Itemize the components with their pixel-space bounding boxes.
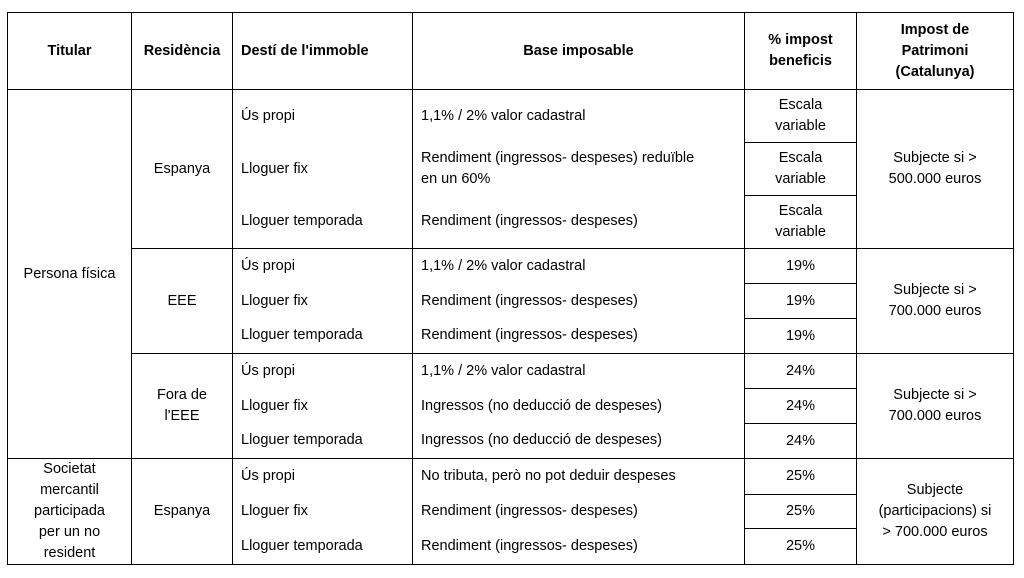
header-patrimoni-line2: Patrimoni [901,42,969,59]
pct-line2: variable [775,224,826,240]
desti-cell: Lloguer fix [233,495,413,529]
desti-cell: Ús propi [233,459,413,495]
pct-line1: Escala [778,203,823,219]
pct-line1: Escala [778,97,823,113]
pct-line1: Escala [778,150,823,166]
header-impost-beneficis [745,13,857,90]
desti-cell: Ús propi [233,354,413,389]
titular-line1: Societat [43,461,96,477]
residencia-line2: l'EEE [164,408,200,424]
desti-cell: Lloguer temporada [233,529,413,565]
base-cell: Ingressos (no deducció de despeses) [413,389,745,424]
base-cell: Rendiment (ingressos- despeses) [413,529,745,565]
desti-cell: Lloguer temporada [233,319,413,354]
base-cell: 1,1% / 2% valor cadastral [413,90,745,143]
pct-cell: 19% [745,249,857,284]
residencia-fora-eee [132,354,233,459]
pct-line2: variable [775,171,826,187]
base-cell: Rendiment (ingressos- despeses) [413,284,745,319]
desti-cell: Ús propi [233,90,413,143]
desti-cell: Lloguer temporada [233,196,413,249]
header-patrimoni-line3: (Catalunya) [895,63,975,80]
base-cell: Rendiment (ingressos- despeses) [413,196,745,249]
pct-cell: 24% [745,389,857,424]
patrimoni-societat [857,459,1014,565]
header-base-imposable: Base imposable [413,13,745,90]
table-row [8,90,1014,143]
titular-line2: mercantil [40,482,99,498]
base-line2: en un 60% [421,171,491,187]
residencia-line1: Fora de [157,387,207,403]
table-row [8,249,1014,284]
tax-comparison-table [7,12,1014,565]
base-cell [413,143,745,196]
base-cell: No tributa, però no pot deduir despeses [413,459,745,495]
table-row [8,459,1014,495]
pct-cell: 19% [745,319,857,354]
patrimoni-fora-eee [857,354,1014,459]
pct-cell: 19% [745,284,857,319]
patrimoni-eee [857,249,1014,354]
titular-line3: participada [34,503,105,519]
header-desti: Destí de l'immoble [233,13,413,90]
desti-cell: Lloguer temporada [233,424,413,459]
patrimoni-line2: 500.000 euros [888,171,982,187]
desti-cell: Lloguer fix [233,284,413,319]
patrimoni-line2: 700.000 euros [888,408,982,424]
pct-cell: 24% [745,424,857,459]
header-titular: Titular [8,13,132,90]
base-cell: Ingressos (no deducció de despeses) [413,424,745,459]
titular-persona-fisica: Persona física [8,90,132,459]
pct-cell: 24% [745,354,857,389]
residencia-eee: EEE [132,249,233,354]
pct-cell [745,90,857,143]
patrimoni-espanya [857,90,1014,249]
patrimoni-line1: Subjecte si > [893,387,977,403]
pct-cell [745,143,857,196]
header-patrimoni-line1: Impost de [900,21,970,38]
titular-line4: per un no [38,524,101,540]
base-cell: 1,1% / 2% valor cadastral [413,249,745,284]
residencia-espanya-societat: Espanya [132,459,233,565]
desti-cell: Lloguer fix [233,143,413,196]
header-residencia: Residència [132,13,233,90]
desti-cell: Lloguer fix [233,389,413,424]
titular-societat-mercantil [8,459,132,565]
patrimoni-line1: Subjecte [906,482,964,498]
desti-cell: Ús propi [233,249,413,284]
pct-cell [745,196,857,249]
patrimoni-line3: > 700.000 euros [882,524,988,540]
base-cell: Rendiment (ingressos- despeses) [413,319,745,354]
table-row [8,354,1014,389]
header-row [8,13,1014,90]
header-impost-beneficis-line2: beneficis [769,53,832,69]
header-impost-patrimoni [857,13,1014,90]
pct-cell: 25% [745,495,857,529]
base-cell: 1,1% / 2% valor cadastral [413,354,745,389]
pct-cell: 25% [745,459,857,495]
patrimoni-line2: 700.000 euros [888,303,982,319]
titular-line5: resident [43,545,96,561]
patrimoni-line1: Subjecte si > [893,150,977,166]
pct-line2: variable [775,118,826,134]
base-cell: Rendiment (ingressos- despeses) [413,495,745,529]
patrimoni-line1: Subjecte si > [893,282,977,298]
patrimoni-line2: (participacions) si [878,503,992,519]
base-line1: Rendiment (ingressos- despeses) reduïble [421,150,695,166]
pct-cell: 25% [745,529,857,565]
header-impost-beneficis-line1: % impost [768,32,833,48]
residencia-espanya: Espanya [132,90,233,249]
